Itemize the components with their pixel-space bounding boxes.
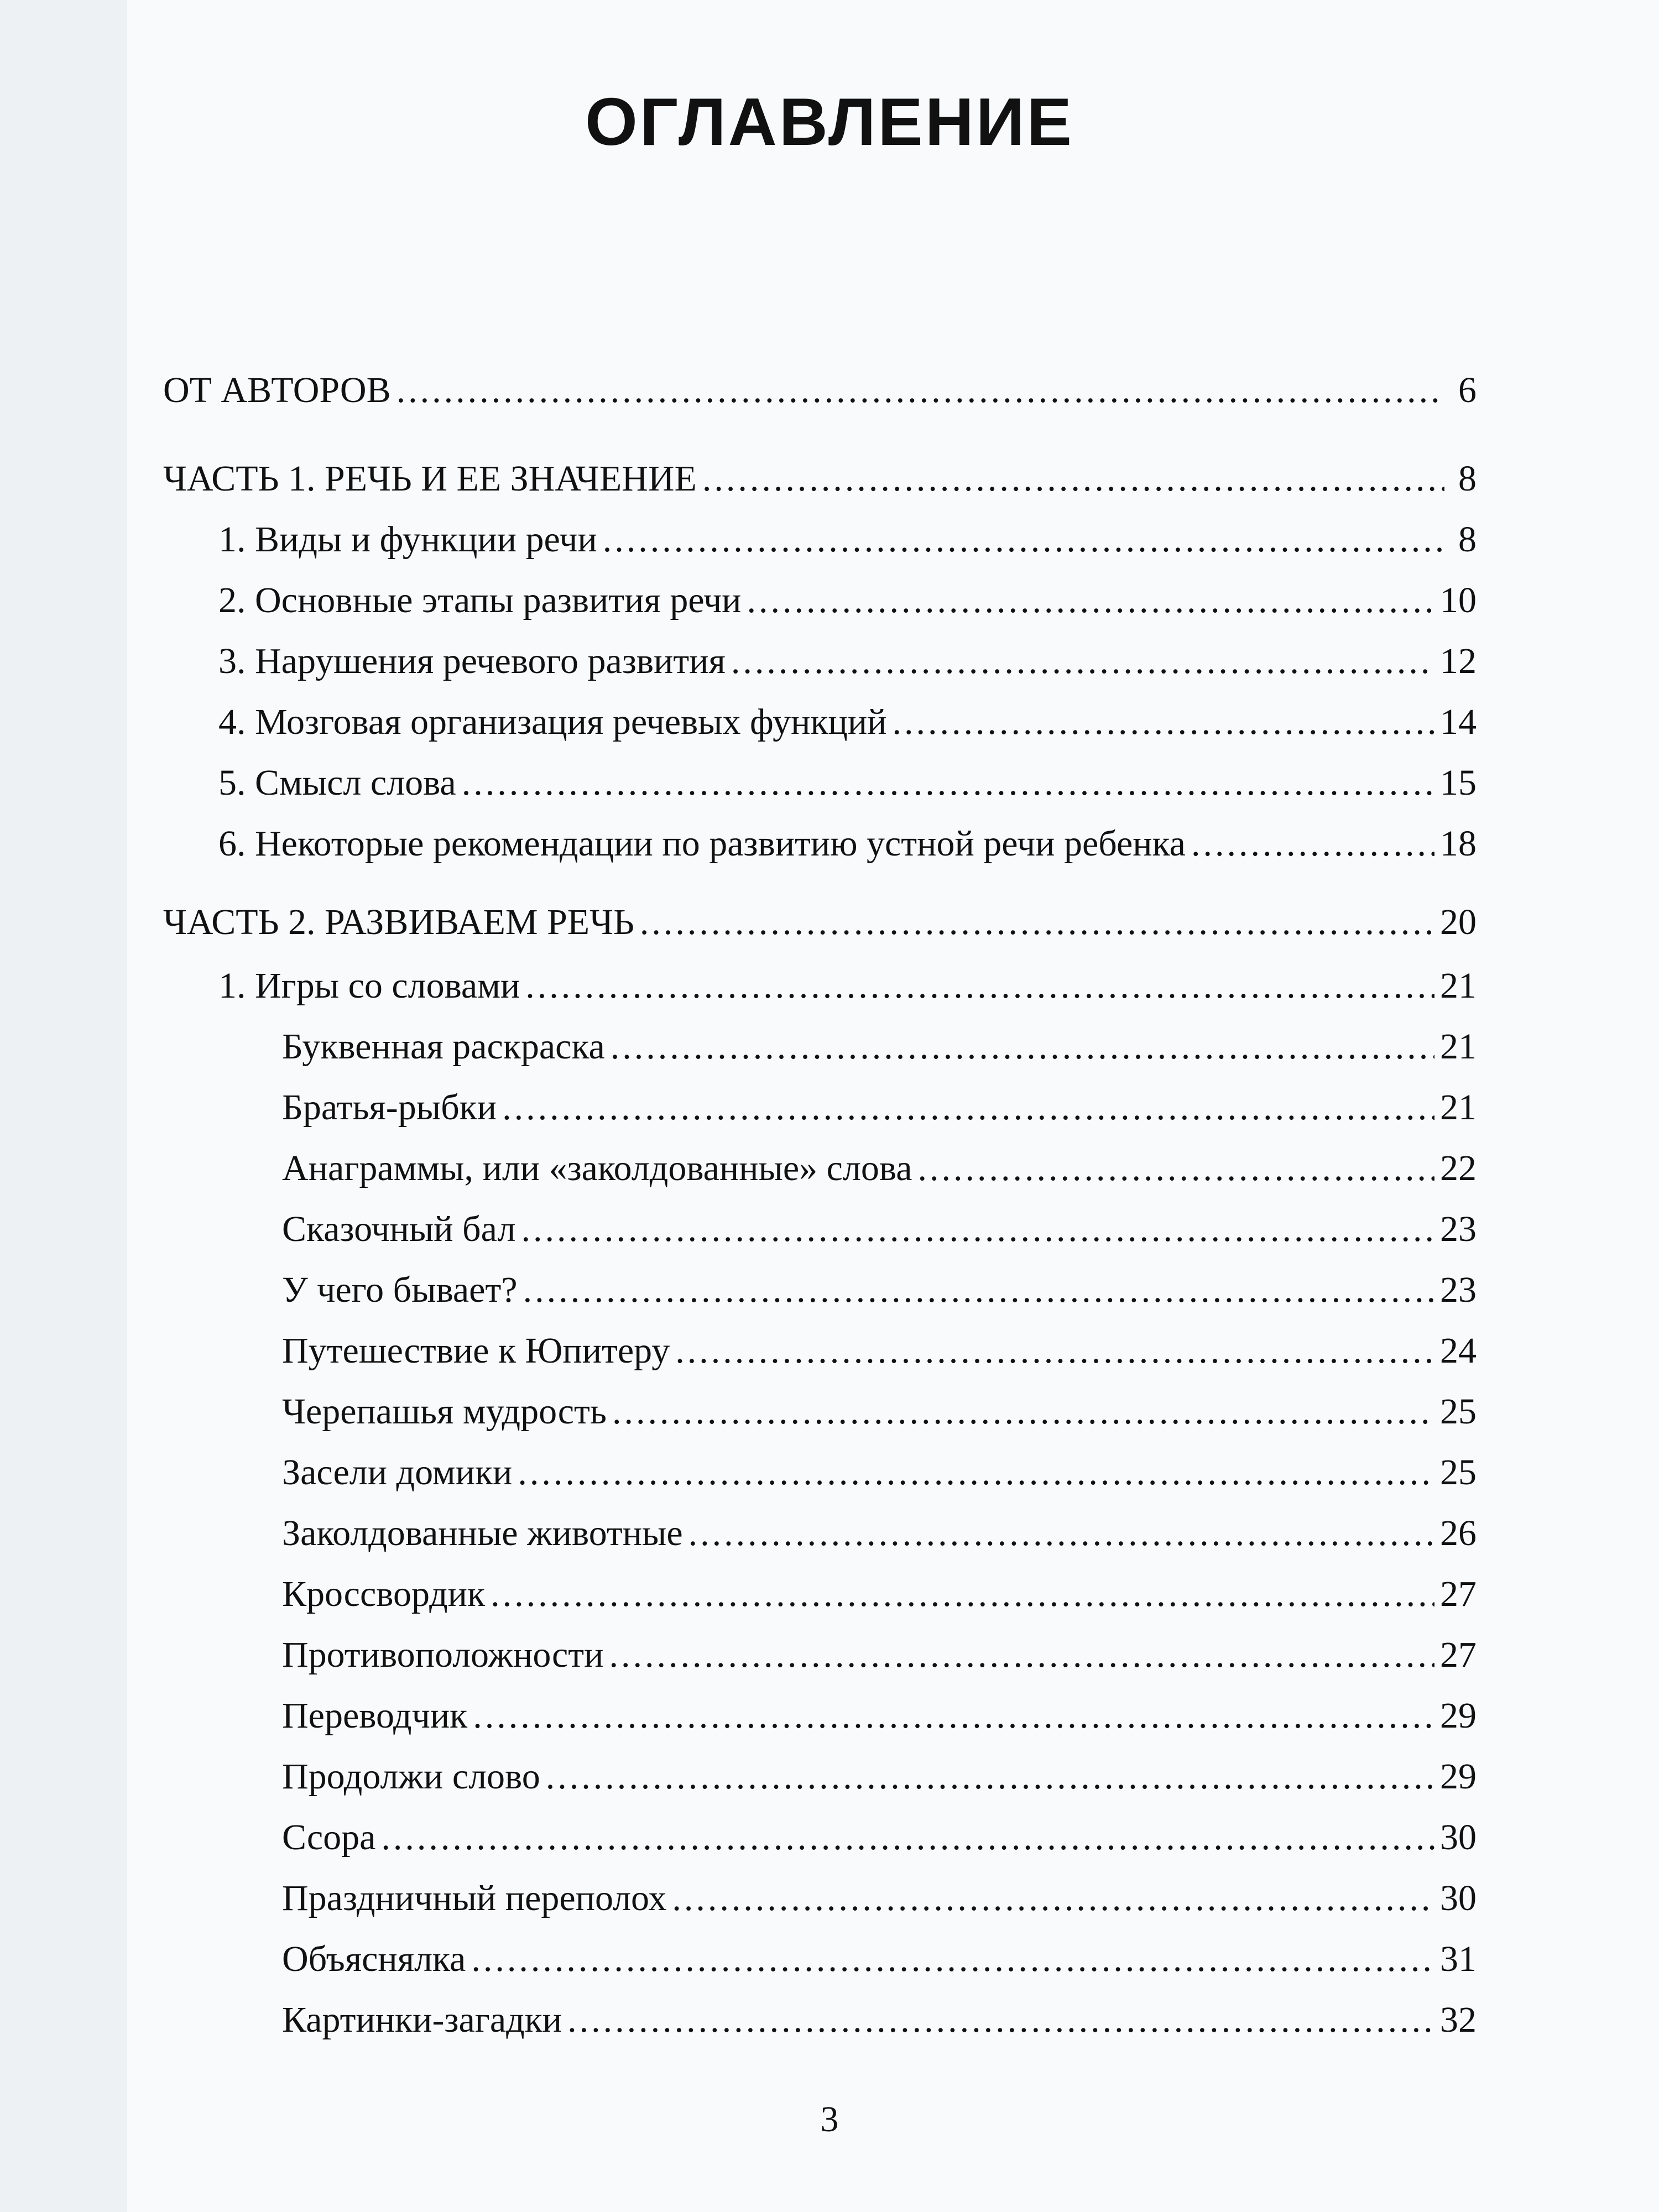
toc-entry-label: 5. Смысл слова — [218, 763, 456, 803]
dot-leader — [471, 1938, 1434, 1980]
toc-chapter-entry — [218, 701, 1477, 743]
toc-entry-label: Анаграммы, или «заколдованные» слова — [282, 1148, 912, 1188]
dot-leader — [702, 458, 1444, 500]
toc-item-entry — [282, 1452, 1477, 1494]
dot-leader — [546, 1756, 1434, 1798]
toc-entry-page: 6 — [1458, 370, 1477, 410]
dot-leader — [523, 1269, 1434, 1311]
toc-entry-page: 25 — [1440, 1452, 1477, 1493]
toc-chapter-entry — [218, 823, 1477, 865]
dot-leader — [611, 1026, 1434, 1068]
toc-entry-page: 27 — [1440, 1635, 1477, 1675]
dot-leader — [747, 580, 1435, 622]
toc-chapter-entry — [218, 519, 1477, 561]
toc-entry-page: 21 — [1440, 1087, 1477, 1128]
dot-leader — [521, 1208, 1434, 1250]
toc-item-entry — [282, 1026, 1477, 1068]
toc-entry-page: 22 — [1440, 1148, 1477, 1188]
toc-entry-page: 29 — [1440, 1756, 1477, 1797]
toc-entry-page: 27 — [1440, 1574, 1477, 1614]
toc-entry-label: 6. Некоторые рекомендации по развитию устной речи ребенка — [218, 823, 1186, 864]
toc-entry-page: 31 — [1440, 1939, 1477, 1979]
toc-entry-page: 25 — [1440, 1391, 1477, 1432]
toc-item-entry — [282, 1999, 1477, 2041]
dot-leader — [609, 1634, 1434, 1676]
toc-item-entry — [282, 1512, 1477, 1554]
toc-section-entry — [163, 369, 1477, 411]
toc-entry-page: 23 — [1440, 1209, 1477, 1249]
toc-entry-label: 1. Виды и функции речи — [218, 519, 597, 560]
dot-leader — [892, 701, 1434, 743]
dot-leader — [672, 1877, 1434, 1919]
toc-entry-label: 4. Мозговая организация речевых функций — [218, 702, 887, 742]
toc-item-entry — [282, 1695, 1477, 1737]
toc-entry-label: ЧАСТЬ 1. РЕЧЬ И ЕЕ ЗНАЧЕНИЕ — [163, 458, 697, 499]
toc-item-entry — [282, 1756, 1477, 1798]
toc-entry-page: 30 — [1440, 1878, 1477, 1918]
toc-entry-page: 12 — [1440, 641, 1477, 681]
toc-entry-label: Праздничный переполох — [282, 1878, 667, 1918]
dot-leader — [603, 519, 1444, 561]
toc-entry-page: 10 — [1440, 580, 1477, 620]
toc-item-entry — [282, 1330, 1477, 1372]
dot-leader — [525, 965, 1434, 1007]
toc-chapter-entry — [218, 762, 1477, 804]
toc-entry-label: ЧАСТЬ 2. РАЗВИВАЕМ РЕЧЬ — [163, 902, 634, 942]
dot-leader — [397, 369, 1444, 411]
toc-entry-page: 26 — [1440, 1513, 1477, 1553]
toc-entry-page: 24 — [1440, 1331, 1477, 1371]
toc-entry-label: Черепашья мудрость — [282, 1391, 607, 1432]
toc-entry-label: Кроссвордик — [282, 1574, 486, 1614]
dot-leader — [462, 762, 1434, 804]
toc-item-entry — [282, 1269, 1477, 1311]
toc-entry-page: 8 — [1458, 458, 1477, 499]
toc-item-entry — [282, 1817, 1477, 1859]
toc-entry-label: ОТ АВТОРОВ — [163, 370, 391, 410]
toc-chapter-entry — [218, 640, 1477, 682]
toc-section-entry — [163, 458, 1477, 500]
toc-entry-label: Противоположности — [282, 1635, 604, 1675]
toc-entry-label: Заколдованные животные — [282, 1513, 683, 1553]
toc-entry-label: 3. Нарушения речевого развития — [218, 641, 726, 681]
toc-entry-label: Переводчик — [282, 1695, 468, 1736]
toc-item-entry — [282, 1634, 1477, 1676]
toc-entry-page: 18 — [1440, 823, 1477, 864]
dot-leader — [688, 1512, 1434, 1554]
toc-entry-page: 23 — [1440, 1270, 1477, 1310]
toc-entry-label: Братья-рыбки — [282, 1087, 497, 1128]
toc-item-entry — [282, 1877, 1477, 1919]
toc-entry-page: 29 — [1440, 1695, 1477, 1736]
dot-leader — [473, 1695, 1434, 1737]
toc-chapter-entry — [218, 965, 1477, 1007]
dot-leader — [640, 901, 1434, 943]
toc-item-entry — [282, 1147, 1477, 1190]
dot-leader — [381, 1817, 1434, 1859]
dot-leader — [612, 1391, 1434, 1433]
toc-entry-label: Сказочный бал — [282, 1209, 516, 1249]
toc-item-entry — [282, 1087, 1477, 1129]
dot-leader — [918, 1147, 1435, 1190]
page-title: ОГЛАВЛЕНИЕ — [585, 84, 1074, 159]
toc-entry-label: Буквенная раскраска — [282, 1026, 605, 1067]
toc-chapter-entry — [218, 580, 1477, 622]
toc-entry-label: Объяснялка — [282, 1939, 466, 1979]
toc-entry-label: У чего бывает? — [282, 1270, 518, 1310]
toc-item-entry — [282, 1391, 1477, 1433]
toc-entry-page: 21 — [1440, 966, 1477, 1006]
toc-entry-label: Засели домики — [282, 1452, 513, 1493]
toc-entry-page: 30 — [1440, 1817, 1477, 1858]
toc-entry-label: 2. Основные этапы развития речи — [218, 580, 742, 620]
toc-section-entry — [163, 901, 1477, 943]
dot-leader — [491, 1573, 1434, 1615]
toc-item-entry — [282, 1573, 1477, 1615]
toc-entry-label: Картинки-загадки — [282, 2000, 562, 2040]
toc-entry-page: 32 — [1440, 2000, 1477, 2040]
dot-leader — [731, 640, 1434, 682]
dot-leader — [567, 1999, 1434, 2041]
toc-item-entry — [282, 1208, 1477, 1250]
toc-item-entry — [282, 1938, 1477, 1980]
toc-entry-label: Ссора — [282, 1817, 376, 1858]
toc-entry-label: 1. Игры со словами — [218, 966, 520, 1006]
page-number: 3 — [820, 2099, 839, 2140]
dot-leader — [675, 1330, 1434, 1372]
toc-entry-page: 14 — [1440, 702, 1477, 742]
toc-entry-label: Путешествие к Юпитеру — [282, 1331, 670, 1371]
dot-leader — [518, 1452, 1434, 1494]
toc-entry-page: 8 — [1458, 519, 1477, 560]
toc-entry-page: 15 — [1440, 763, 1477, 803]
toc-entry-page: 21 — [1440, 1026, 1477, 1067]
toc-entry-page: 20 — [1440, 902, 1477, 942]
dot-leader — [1191, 823, 1434, 865]
dot-leader — [502, 1087, 1434, 1129]
toc-entry-label: Продолжи слово — [282, 1756, 540, 1797]
